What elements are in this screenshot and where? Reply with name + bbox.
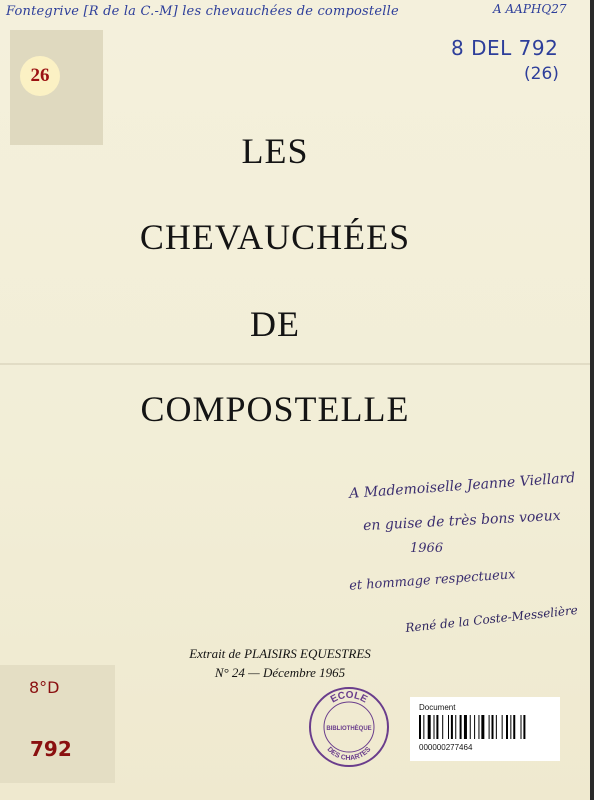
barcode-bar	[481, 715, 484, 739]
extract-line-1: Extrait de PLAISIRS EQUESTRES	[189, 646, 371, 661]
top-library-label	[10, 30, 103, 145]
catalog-annotation: Fontegrive [R de la C.-M] les chevauchées de compostelle	[6, 4, 399, 19]
extract-line-2: N° 24 — Décembre 1965	[214, 665, 346, 680]
barcode-label	[410, 697, 560, 761]
barcode-bar	[455, 715, 456, 739]
bottom-library-label	[0, 665, 115, 783]
signature: René de la Coste-Messelière	[404, 602, 579, 636]
barcode-bar	[496, 715, 497, 739]
barcode-bar	[492, 715, 494, 739]
barcode-bar	[474, 715, 475, 739]
barcode-bar	[502, 715, 503, 739]
dedication-line-2: en guise de très bons voeux	[362, 507, 561, 535]
stamp-top-text: ECOLE	[328, 689, 370, 706]
barcode-bar	[460, 715, 462, 739]
barcode-caption: Document	[419, 703, 456, 712]
reference-code: A AAPHQ27	[493, 2, 567, 16]
barcode-bar	[513, 715, 515, 739]
barcode-bar	[464, 715, 467, 739]
publication-info	[170, 644, 390, 682]
paper-fold-line	[0, 363, 594, 365]
page-edge	[590, 0, 594, 800]
shelf-mark-number: (26)	[524, 64, 559, 84]
title-line-3: DE	[250, 304, 300, 344]
barcode-bar	[448, 715, 449, 739]
barcode-bar	[506, 715, 508, 739]
barcode-bar	[489, 715, 490, 739]
volume-number-badge: 26	[20, 56, 60, 96]
stamp-bottom-text: DES CHARTES	[325, 746, 373, 763]
barcode-bar	[423, 715, 424, 739]
barcode-bar	[428, 715, 431, 739]
barcode-bar	[510, 715, 511, 739]
barcode-bar	[442, 715, 443, 739]
shelf-label-line2: 792	[30, 737, 72, 761]
library-stamp	[308, 686, 390, 768]
barcode-bar	[521, 715, 522, 739]
dedication-line-4: et hommage respectueux	[348, 567, 516, 594]
shelf-mark-top: 8 DEL 792	[451, 36, 559, 60]
title-line-4: COMPOSTELLE	[140, 389, 410, 429]
barcode-bar	[470, 715, 471, 739]
barcode-bar	[451, 715, 453, 739]
dedication-line-1: A Mademoiselle Jeanne Viellard	[348, 470, 576, 502]
barcode-bars	[419, 715, 550, 739]
dedication-year: 1966	[410, 541, 444, 556]
barcode-number: 000000277464	[419, 743, 473, 752]
title-line-2: CHEVAUCHÉES	[139, 217, 411, 257]
barcode-bar	[419, 715, 421, 739]
barcode-bar	[478, 715, 479, 739]
barcode-bar	[436, 715, 438, 739]
barcode-bar	[434, 715, 435, 739]
stamp-middle-text: BIBLIOTHÈQUE	[326, 726, 372, 732]
barcode-bar	[523, 715, 525, 739]
title-line-1: LES	[241, 131, 309, 171]
shelf-label-line1: 8°D	[29, 678, 60, 697]
